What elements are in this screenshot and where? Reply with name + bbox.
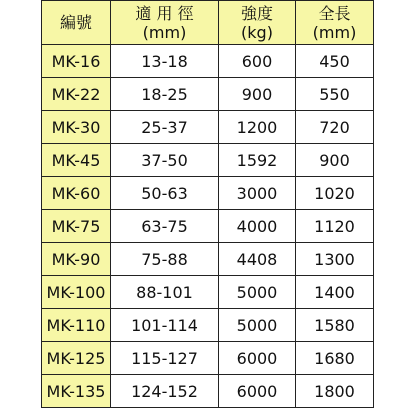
cell-code: MK-75 <box>42 210 111 243</box>
cell-code: MK-22 <box>42 78 111 111</box>
table-row <box>42 78 374 111</box>
header-strength <box>219 1 296 45</box>
cell-range: 101-114 <box>111 309 219 342</box>
table-row <box>42 276 374 309</box>
cell-code: MK-100 <box>42 276 111 309</box>
cell-length: 1680 <box>296 342 374 375</box>
cell-strength: 600 <box>219 45 296 78</box>
header-length-label: 全長 <box>318 3 351 23</box>
cell-code: MK-90 <box>42 243 111 276</box>
cell-range: 63-75 <box>111 210 219 243</box>
table-row <box>42 210 374 243</box>
header-code-label: 編號 <box>59 13 92 32</box>
cell-range: 88-101 <box>111 276 219 309</box>
cell-length: 1120 <box>296 210 374 243</box>
cell-range: 124-152 <box>111 375 219 408</box>
cell-strength: 6000 <box>219 375 296 408</box>
cell-length: 1020 <box>296 177 374 210</box>
cell-code: MK-60 <box>42 177 111 210</box>
table-row <box>42 111 374 144</box>
cell-range: 13-18 <box>111 45 219 78</box>
cell-length: 450 <box>296 45 374 78</box>
spec-table <box>41 0 374 408</box>
cell-length: 550 <box>296 78 374 111</box>
cell-strength: 6000 <box>219 342 296 375</box>
cell-strength: 5000 <box>219 276 296 309</box>
header-range-unit: (mm) <box>142 22 187 42</box>
header-row <box>42 1 374 45</box>
cell-range: 37-50 <box>111 144 219 177</box>
cell-code: MK-45 <box>42 144 111 177</box>
cell-range: 115-127 <box>111 342 219 375</box>
cell-length: 1580 <box>296 309 374 342</box>
cell-code: MK-110 <box>42 309 111 342</box>
cell-strength: 4408 <box>219 243 296 276</box>
cell-range: 18-25 <box>111 78 219 111</box>
cell-range: 25-37 <box>111 111 219 144</box>
table-row <box>42 375 374 408</box>
cell-strength: 900 <box>219 78 296 111</box>
cell-strength: 1592 <box>219 144 296 177</box>
cell-strength: 4000 <box>219 210 296 243</box>
cell-strength: 3000 <box>219 177 296 210</box>
table-row <box>42 45 374 78</box>
cell-range: 50-63 <box>111 177 219 210</box>
cell-range: 75-88 <box>111 243 219 276</box>
cell-length: 720 <box>296 111 374 144</box>
cell-length: 1400 <box>296 276 374 309</box>
table-row <box>42 177 374 210</box>
cell-length: 1800 <box>296 375 374 408</box>
table-row <box>42 309 374 342</box>
table-header <box>42 1 374 45</box>
cell-code: MK-125 <box>42 342 111 375</box>
header-strength-label: 強度 <box>240 3 273 23</box>
header-length <box>296 1 374 45</box>
table-row <box>42 243 374 276</box>
cell-code: MK-135 <box>42 375 111 408</box>
table-body <box>42 45 374 408</box>
cell-strength: 1200 <box>219 111 296 144</box>
header-range-label: 適 用 徑 <box>135 3 194 23</box>
header-code <box>42 1 111 45</box>
cell-length: 1300 <box>296 243 374 276</box>
table-row <box>42 342 374 375</box>
header-range <box>111 1 219 45</box>
header-length-unit: (mm) <box>312 22 357 42</box>
table-row <box>42 144 374 177</box>
cell-strength: 5000 <box>219 309 296 342</box>
cell-length: 900 <box>296 144 374 177</box>
cell-code: MK-30 <box>42 111 111 144</box>
cell-code: MK-16 <box>42 45 111 78</box>
header-strength-unit: (kg) <box>241 22 273 42</box>
